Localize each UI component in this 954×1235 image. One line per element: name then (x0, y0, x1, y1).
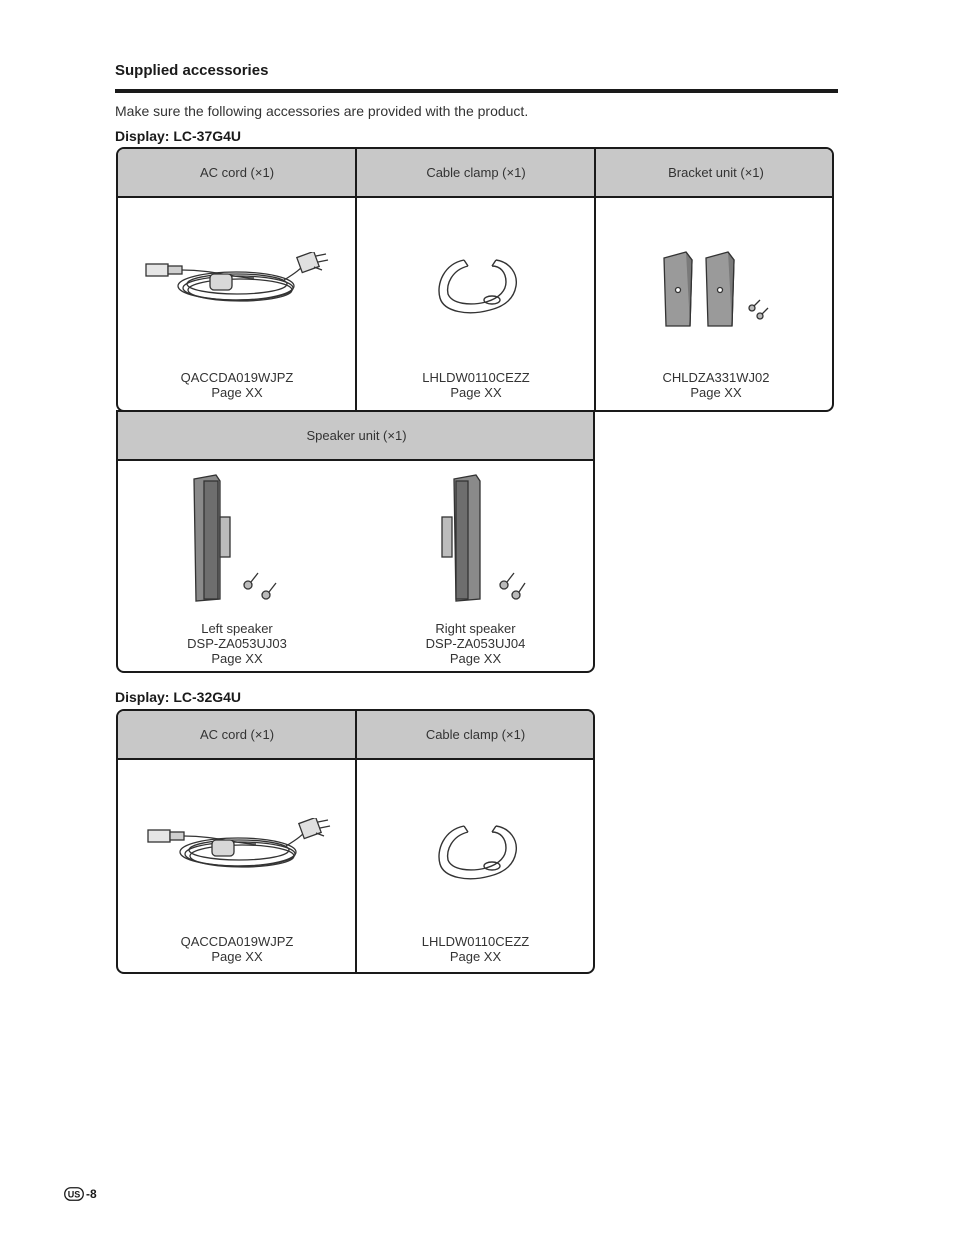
ac-cord-icon (146, 818, 332, 874)
part-number: CHLDZA331WJ02 (662, 370, 770, 385)
cell-ac-cord (118, 198, 356, 412)
page-ref: Page XX (450, 385, 502, 400)
part-number: DSP-ZA053UJ04 (425, 636, 526, 651)
page-number: -8 (86, 1187, 97, 1201)
cell-ac-cord (118, 760, 356, 974)
cell-left-speaker (118, 461, 356, 673)
cell-cable-clamp (356, 760, 595, 974)
ac-cord-icon (144, 252, 330, 308)
part-number: LHLDW0110CEZZ (422, 370, 530, 385)
speaker-name: Right speaker (435, 621, 516, 636)
part-number: DSP-ZA053UJ03 (187, 636, 287, 651)
speaker-name: Left speaker (201, 621, 273, 636)
page-ref: Page XX (449, 949, 502, 964)
header-speaker-unit: Speaker unit (×1) (118, 412, 595, 461)
header-ac-cord: AC cord (×1) (118, 149, 356, 198)
region-label: US (67, 1189, 81, 1200)
page-ref: Page XX (449, 651, 502, 666)
cable-clamp-icon (434, 820, 520, 886)
header-bracket-unit: Bracket unit (×1) (596, 149, 834, 198)
display1-table (116, 147, 834, 412)
page-ref: Page XX (211, 651, 263, 666)
header-ac-cord: AC cord (×1) (118, 711, 356, 760)
speaker-table (116, 410, 595, 673)
display1-label: Display: LC-37G4U (115, 128, 242, 144)
display2-table (116, 709, 595, 974)
page-ref: Page XX (211, 949, 263, 964)
cell-right-speaker (356, 461, 595, 673)
right-speaker-icon (426, 473, 526, 605)
cable-clamp-icon (434, 254, 520, 320)
cell-bracket-unit (596, 198, 834, 412)
left-speaker-icon (188, 473, 288, 605)
title-rule (115, 89, 838, 93)
intro-text: Make sure the following accessories are provided with the product. (115, 103, 529, 119)
bracket-unit-icon (660, 250, 774, 330)
section-title: Supplied accessories (115, 62, 269, 79)
header-cable-clamp: Cable clamp (×1) (356, 711, 595, 760)
cell-cable-clamp (356, 198, 596, 412)
part-number: LHLDW0110CEZZ (421, 934, 530, 949)
header-cable-clamp: Cable clamp (×1) (356, 149, 596, 198)
region-badge-icon (64, 1187, 84, 1201)
page-ref: Page XX (211, 385, 263, 400)
part-number: QACCDA019WJPZ (180, 934, 294, 949)
display2-label: Display: LC-32G4U (115, 689, 242, 705)
page-ref: Page XX (690, 385, 742, 400)
part-number: QACCDA019WJPZ (180, 370, 294, 385)
page-footer (64, 1187, 97, 1201)
